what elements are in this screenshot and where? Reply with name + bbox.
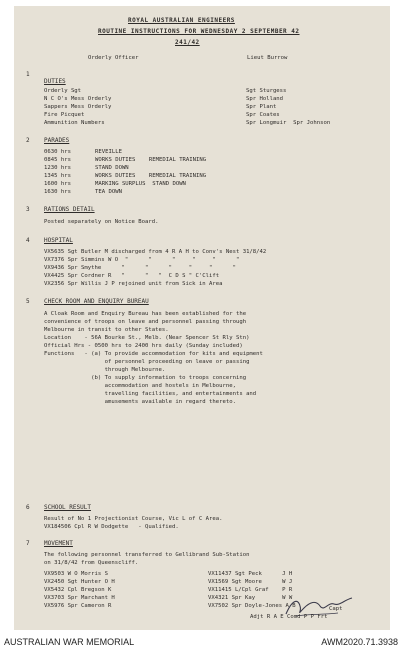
cloak-room-line: of personnel proceeding on leave or passing	[44, 359, 250, 365]
cloak-room-line: A Cloak Room and Enquiry Bureau has been established for the	[44, 311, 247, 317]
parade-event: REVEILLE	[95, 149, 122, 155]
movement-line: on 31/8/42 from Queenscliff.	[44, 560, 139, 566]
movement-person: VX5432 Cpl Bregson K	[44, 587, 112, 593]
cloak-room-line: Melbourne in transit to other States.	[44, 327, 169, 333]
movement-person: VX1569 Sgt Moore W J	[208, 579, 293, 585]
movement-person: VX11415 L/Cpl Graf P R	[208, 587, 293, 593]
parade-time: 1630 hrs	[44, 189, 71, 195]
cloak-room-line: accommodation and hostels in Melbourne,	[44, 383, 236, 389]
cloak-room-line: travelling facilities, and entertainments and	[44, 391, 257, 397]
section-number: 7	[26, 540, 30, 547]
parade-time: 1230 hrs	[44, 165, 71, 171]
cloak-room-line: (b) To supply information to troops concerning	[44, 375, 247, 381]
section-number: 2	[26, 137, 30, 144]
section-number: 6	[26, 504, 30, 511]
duty-left: Ammunition Numbers	[44, 120, 105, 126]
section-number: 4	[26, 237, 30, 244]
movement-person: VX7502 Spr Doyle-Jones A B	[208, 603, 296, 609]
duty-left: Orderly Sgt	[44, 88, 82, 94]
duty-left: Sappers Mess Orderly	[44, 104, 112, 110]
movement-person: VX2450 Sgt Hunter O H	[44, 579, 115, 585]
duty-right: Spr Holland	[246, 96, 284, 102]
duty-right: Spr Longmuir Spr Johnson	[246, 120, 331, 126]
footer-institution: AUSTRALIAN WAR MEMORIAL	[4, 637, 135, 647]
section-title-hospital: HOSPITAL	[44, 237, 73, 244]
section-title-movement: MOVEMENT	[44, 540, 73, 547]
duty-left: Fire Picquet	[44, 112, 85, 118]
duty-right: Spr Plant	[246, 104, 277, 110]
rations-text: Posted separately on Notice Board.	[44, 219, 159, 225]
section-number: 1	[26, 71, 30, 78]
hospital-line: VX5635 Sgt Butler M discharged from 4 R A H to Conv's Nest 31/8/42	[44, 249, 267, 255]
movement-person: VX5976 Spr Cameron R	[44, 603, 112, 609]
parade-event: WORKS DUTIES REMEDIAL TRAINING	[95, 173, 207, 179]
duty-right: Sgt Sturgess	[246, 88, 287, 94]
cloak-room-line: Official Hrs - 0500 hrs to 2400 hrs daily (Sunday included)	[44, 343, 243, 349]
section-title-cloak-room: CHECK ROOM AND ENQUIRY BUREAU	[44, 298, 149, 305]
footer-accession-number: AWM2020.71.3938	[321, 637, 398, 647]
header-title: ROUTINE INSTRUCTIONS FOR WEDNESDAY 2 SEPTEMBER 42	[98, 28, 300, 35]
orderly-officer-label: Orderly Officer	[88, 55, 139, 61]
parade-event: TEA DOWN	[95, 189, 122, 195]
section-title-rations: RATIONS DETAIL	[44, 206, 95, 213]
cloak-room-line: amusements available in regard thereto.	[44, 399, 236, 405]
cloak-room-line: Functions - (a) To provide accommodation for kits and equipment	[44, 351, 263, 357]
movement-person: VX4321 Spr Kay W W	[208, 595, 293, 601]
signature-line: Adjt R A E Comd P P Frt	[250, 614, 328, 620]
section-title-school-result: SCHOOL RESULT	[44, 504, 91, 511]
section-number: 3	[26, 206, 30, 213]
cloak-room-line: through Melbourne.	[44, 367, 166, 373]
school-result-line: Result of No 1 Projectionist Course, Vic L of C Area.	[44, 516, 223, 522]
duty-right: Spr Coates	[246, 112, 280, 118]
parade-event: MARKING SURPLUS STAND DOWN	[95, 181, 186, 187]
hospital-line: VX2356 Spr Willis J P rejoined unit from Sick in Area	[44, 281, 223, 287]
movement-line: The following personnel transferred to Gellibrand Sub-Station	[44, 552, 250, 558]
parade-time: 1345 hrs	[44, 173, 71, 179]
movement-person: VX3703 Spr Marchant H	[44, 595, 115, 601]
duty-left: N C O's Mess Orderly	[44, 96, 112, 102]
section-title-parades: PARADES	[44, 137, 70, 144]
header-number: 241/42	[175, 39, 200, 46]
cloak-room-line: convenience of troops on leave and personnel passing through	[44, 319, 247, 325]
hospital-line: VX7376 Spr Simmins W O " " " " " "	[44, 257, 240, 263]
section-number: 5	[26, 298, 30, 305]
hospital-line: VX9436 Spr Smythe " " " " " "	[44, 265, 236, 271]
school-result-line: VX184506 Cpl R W Dodgette - Qualified.	[44, 524, 179, 530]
hospital-line: VX4425 Spr Cordner R " " " C D S " C'Clift	[44, 273, 220, 279]
movement-person: VX9503 W O Morris S	[44, 571, 108, 577]
movement-person: VX11437 Sgt Peck J H	[208, 571, 293, 577]
parade-time: 1600 hrs	[44, 181, 71, 187]
parade-time: 0630 hrs	[44, 149, 71, 155]
signature-rank: Capt	[329, 606, 343, 612]
orderly-officer-value: Lieut Burrow	[247, 55, 288, 61]
document-page	[14, 6, 390, 630]
header-unit: ROYAL AUSTRALIAN ENGINEERS	[128, 17, 235, 24]
parade-event: WORKS DUTIES REMEDIAL TRAINING	[95, 157, 207, 163]
parade-event: STAND DOWN	[95, 165, 129, 171]
section-title-duties: DUTIES	[44, 78, 66, 85]
cloak-room-line: Location - 56A Bourke St., Melb. (Near Spencer St Rly Stn)	[44, 335, 250, 341]
parade-time: 0845 hrs	[44, 157, 71, 163]
archive-footer	[0, 633, 402, 653]
